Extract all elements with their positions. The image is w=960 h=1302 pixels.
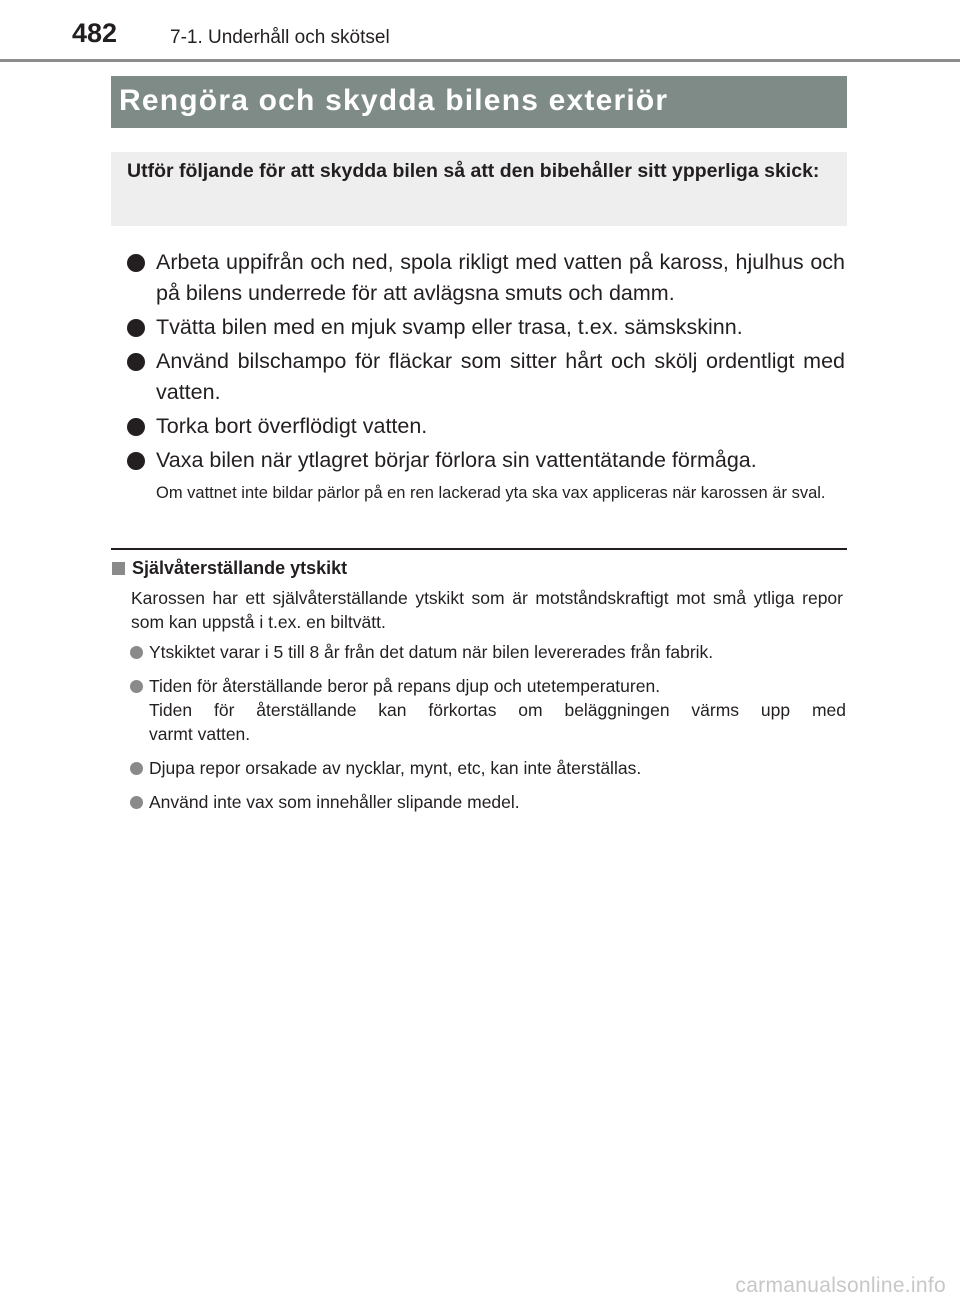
grey-circle-icon	[130, 762, 143, 775]
list-item	[130, 640, 846, 664]
header-rule	[0, 59, 960, 62]
list-item-text: Ytskiktet varar i 5 till 8 år från det datum när bilen levererades från fabrik.	[149, 642, 714, 662]
list-item-text: Djupa repor orsakade av nycklar, mynt, etc, kan inte återställas.	[149, 758, 642, 778]
list-item	[130, 756, 846, 780]
subsection-heading	[111, 558, 347, 579]
grey-circle-icon	[130, 646, 143, 659]
filled-circle-icon	[127, 353, 145, 371]
page-number: 482	[72, 18, 118, 48]
list-item-text: Vaxa bilen när ytlagret börjar förlora sin vattentätande förmåga.	[156, 448, 757, 472]
list-item	[127, 247, 845, 309]
running-head: 7-1. Underhåll och skötsel	[170, 27, 390, 48]
list-item	[127, 346, 845, 408]
filled-circle-icon	[127, 452, 145, 470]
list-item-text: Torka bort överflödigt vatten.	[156, 414, 428, 438]
filled-circle-icon	[127, 319, 145, 337]
note-text: Om vattnet inte bildar pärlor på en ren lackerad yta ska vax appliceras när karossen är sval.	[156, 484, 826, 502]
list-item-text: Arbeta uppifrån och ned, spola rikligt med vatten på kaross, hjulhus och på bilens underrede för att avlägsna smuts och damm.	[156, 250, 845, 305]
filled-circle-icon	[127, 254, 145, 272]
intro-box: Utför följande för att skydda bilen så att den bibehåller sitt ypperliga skick:	[111, 152, 847, 226]
list-item	[127, 445, 845, 476]
grey-circle-icon	[130, 680, 143, 693]
watermark: carmanualsonline.info	[735, 1274, 946, 1297]
filled-circle-icon	[127, 418, 145, 436]
list-item	[130, 790, 846, 814]
list-item-text: Använd inte vax som innehåller slipande medel.	[149, 792, 520, 812]
list-item	[130, 674, 846, 746]
square-icon	[112, 562, 125, 575]
list-item-text: Använd bilschampo för fläckar som sitter hårt och skölj ordentligt med vatten.	[156, 349, 845, 404]
subsection-body: Karossen har ett självåterställande ytskikt som är motståndskraftigt mot små ytliga repor som kan uppstå i t.ex. en biltvätt.	[131, 588, 843, 632]
list-item-text: Tvätta bilen med en mjuk svamp eller trasa, t.ex. sämskskinn.	[156, 315, 743, 339]
subsection-heading-text: Självåterställande ytskikt	[132, 558, 348, 578]
section-title: Rengöra och skydda bilens exteriör	[111, 76, 847, 128]
list-item-text: Tiden för återställande beror på repans djup och utetemperaturen.	[149, 676, 661, 696]
section-divider	[111, 548, 847, 550]
list-item	[127, 411, 845, 442]
list-item	[127, 312, 845, 343]
list-item-continuation: Tiden för återställande kan förkortas om beläggningen värms upp med	[149, 700, 846, 720]
subsection-list	[130, 640, 846, 824]
main-steps-list	[127, 247, 845, 479]
list-item-continuation-end: varmt vatten.	[149, 724, 251, 744]
grey-circle-icon	[130, 796, 143, 809]
